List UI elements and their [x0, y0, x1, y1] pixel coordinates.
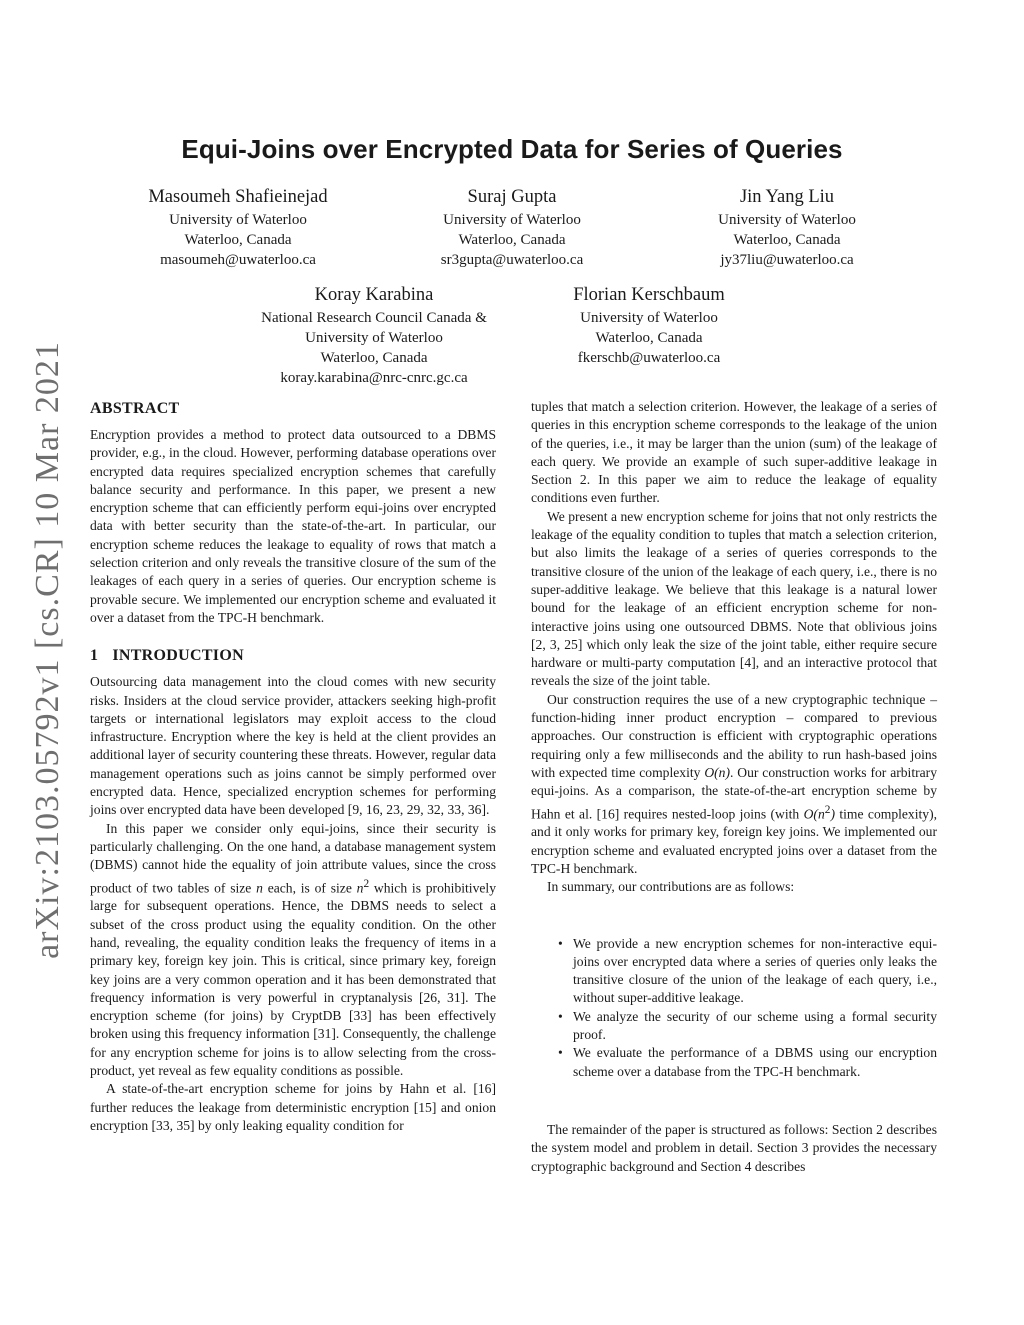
abstract-heading: ABSTRACT: [90, 400, 180, 417]
author-name: Florian Kerschbaum: [573, 285, 725, 305]
author-location: Waterloo, Canada: [595, 330, 703, 346]
math-expression: ): [830, 806, 835, 822]
text-run: each, is of size: [262, 880, 357, 896]
math-exponent: 2: [824, 803, 831, 816]
text-run: . Our construction works for arbitrary equi-joins. As a comparison, the state-of-the-art encryption scheme by Hahn et al. [16] requires nested-loop joins (with: [531, 764, 937, 822]
contributions-list: [531, 935, 937, 1081]
arxiv-identifier: arXiv:2103.05792v1 [cs.CR] 10 Mar 2021: [29, 341, 66, 959]
author-name: Jin Yang Liu: [739, 187, 835, 207]
author-block-2: [362, 185, 662, 270]
text-run: Our construction requires the use of a new cryptographic technique – function-hiding inner product encryption – compared to previous approaches. Our construction is efficient with cryptographic operations requiring only a few milliseconds and the ability to run hash-based joins with expected time complexity: [531, 691, 937, 780]
author-affiliation: University of Waterloo: [443, 212, 581, 228]
intro-paragraph-5: [531, 691, 937, 879]
list-item: [558, 935, 937, 1008]
author-affiliation: University of Waterloo: [169, 212, 307, 228]
section-number: 1: [90, 647, 99, 665]
bullet-icon: •: [558, 1008, 563, 1024]
left-column: [90, 398, 496, 1135]
paper-title: Equi-Joins over Encrypted Data for Series of Queries: [181, 134, 843, 164]
math-expression: O(n: [803, 806, 825, 822]
author-location: Waterloo, Canada: [733, 232, 841, 248]
bullet-icon: •: [558, 1045, 563, 1061]
math-variable: n: [256, 880, 263, 896]
author-email: jy37liu@uwaterloo.ca: [720, 252, 854, 268]
author-email: sr3gupta@uwaterloo.ca: [440, 252, 584, 268]
author-affiliation: University of Waterloo: [718, 212, 856, 228]
author-affiliation: National Research Council Canada &: [261, 310, 487, 326]
introduction-heading: [90, 645, 496, 667]
list-item: [558, 1008, 937, 1045]
author-block-1: [88, 185, 388, 270]
abstract-text: Encryption provides a method to protect data outsourced to a DBMS provider, e.g., in the cloud. However, performing database operations over encrypted data requires specialized encryption schemes that carefully balance security and performance. In this paper, we present a new encryption scheme that can efficiently perform equi-joins over encrypted data with better security than the state-of-the-art. In particular, our encryption scheme reduces the leakage to equality of rows that match a selection criterion and only reveals the transitive closure of the sum of the leakages of each query in a series of queries. Our encryption scheme is provable secure. We implemented our encryption scheme and evaluated it over a dataset from the TPC-H benchmark.: [90, 427, 496, 625]
author-email: fkerschb@uwaterloo.ca: [577, 350, 721, 366]
section-title: INTRODUCTION: [112, 647, 244, 665]
math-exponent: 2: [363, 877, 370, 890]
bullet-icon: •: [558, 935, 563, 951]
author-block-4: [224, 283, 524, 388]
intro-paragraph-2: [90, 820, 496, 1081]
list-item: [558, 1044, 937, 1081]
author-email: koray.karabina@nrc-cnrc.gc.ca: [280, 370, 468, 386]
author-block-5: [499, 283, 799, 368]
text-run: In this paper we consider only equi-joins, since their security is particularly challenging. On the one hand, a database management system (DBMS) cannot hide the equality of join attribute values, since the cross product of two tables of size: [90, 820, 496, 896]
author-block-3: [637, 185, 937, 270]
math-variable: n: [356, 880, 364, 896]
intro-paragraph-1: Outsourcing data management into the cloud comes with new security risks. Insiders at the cloud service provider, attackers seeking high-profit targets or international legislators may exploit access to the cloud infrastructure. Encryption where the key is held at the client provides an additional layer of security countering these threats. However, regular data management operations such as joins cannot be simply performed over encrypted data. Hence, specialized encryption schemes for performing joins over encrypted data have been developed [9, 16, 23, 29, 32, 33, 36].: [90, 674, 496, 818]
text-run: which is prohibitively large for subsequent operations. Hence, the DBMS needs to select a subset of the cross product using the equality condition. On the other hand, revealing, the equality condition leaks the frequency of items in a primary key, foreign key join. This is critical, since primary key, foreign key joins are a very common operation and it has been demonstrated that frequency information is very powerful in cryptanalysis [26, 31]. The encryption scheme (for joins) by CryptDB [33] has been effectively broken using this frequency information [31]. Consequently, the challenge for any encryption scheme for joins is to allow selecting from the cross-product, yet reveal as few equality conditions as possible.: [90, 880, 496, 1079]
author-affiliation: University of Waterloo: [580, 310, 718, 326]
intro-paragraph-3-continued: tuples that match a selection criterion. However, the leakage of a series of queries in this encryption scheme corresponds to the leakage of the union of the queries, i.e., it may be larger than the union (sum) of the leakage of each query. We provide an example of such super-additive leakage in Section 2. In this paper we aim to reduce the leakage of equality conditions even further.: [531, 399, 937, 506]
author-affiliation-secondary: University of Waterloo: [305, 330, 443, 346]
text-run: time complexity), and it only works for primary key, foreign key joins. We implemented our encryption scheme and evaluated encrypted joins over a dataset from the TPC-H benchmark.: [531, 806, 938, 876]
author-name: Masoumeh Shafieinejad: [148, 187, 328, 207]
author-location: Waterloo, Canada: [458, 232, 566, 248]
intro-paragraph-7: The remainder of the paper is structured as follows: Section 2 describes the system model and problem in detail. Section 3 provides the necessary cryptographic background and Section 4 describes: [531, 1121, 937, 1174]
list-item-text: We analyze the security of our scheme using a formal security proof.: [573, 1008, 937, 1043]
list-item-text: We evaluate the performance of a DBMS using our encryption scheme over a database from the TPC-H benchmark.: [573, 1045, 937, 1079]
list-item-text: We provide a new encryption schemes for non-interactive equi-joins over encrypted data where a series of queries only leaks the transitive closure of the union of the leakage of each query, i.e., without super-additive leakage.: [573, 935, 937, 1006]
author-name: Koray Karabina: [314, 285, 434, 305]
right-column: [531, 398, 937, 1176]
author-email: masoumeh@uwaterloo.ca: [160, 252, 316, 268]
intro-paragraph-4: We present a new encryption scheme for joins that not only restricts the leakage of the equality condition to tuples that match a selection criterion, but also limits the leakage of a series of queries corresponds to the transitive closure of the union of the leakage of each query, i.e., there is no super-additive leakage. We believe that this leakage is a natural lower bound for the leakage of an efficient encryption scheme for non-interactive joins using one outsourced DBMS. Note that oblivious joins [2, 3, 25] which only leak the size of the joint table, either require secure hardware or multi-party computation [4], and an interactive protocol that reveals the size of the joint table.: [531, 508, 937, 689]
author-name: Suraj Gupta: [467, 187, 557, 207]
intro-paragraph-3: A state-of-the-art encryption scheme for joins by Hahn et al. [16] further reduces the leakage from deterministic encryption [15] and onion encryption [33, 35] by only leaking equality condition for: [90, 1081, 496, 1133]
intro-paragraph-6: In summary, our contributions are as follows:: [547, 879, 795, 895]
math-expression: O(n): [704, 764, 730, 780]
author-location: Waterloo, Canada: [320, 350, 428, 366]
author-location: Waterloo, Canada: [184, 232, 292, 248]
